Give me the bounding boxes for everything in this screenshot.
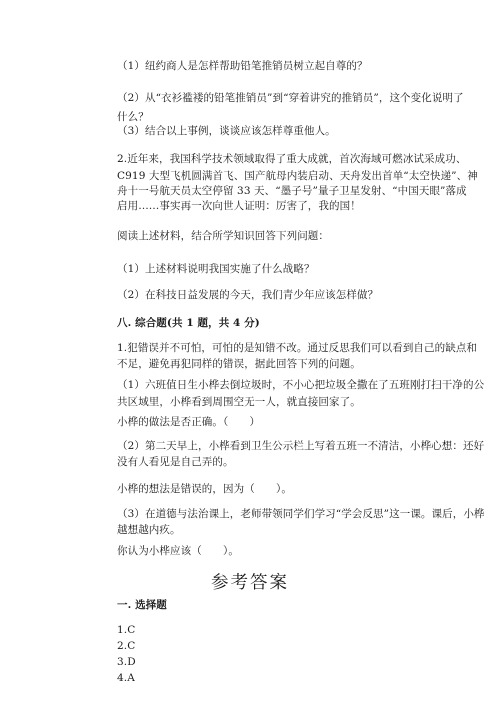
answer-item: 3.D [117,656,136,668]
section-8-part3-line1: （3）在道德与法治课上，老师带领同学们学习“学会反思”这一课。课后，小桦 [117,508,485,520]
answer-item: 4.A [117,672,135,684]
material-2-prompt: 阅读上述材料，结合所学知识回答下列问题： [117,230,329,242]
material-2-line2: C919 大型飞机圆满首飞、国产航母内装启动、天舟发出首单“太空快递”、神 [117,170,478,182]
question-2-1: （1）上述材料说明我国实施了什么战略？ [117,263,315,275]
section-8-part1-line1: （1）六班值日生小桦去倒垃圾时，不小心把垃圾全撒在了五班刚打扫干净的公 [117,379,485,391]
answer-item: 2.C [117,640,136,652]
section-8-intro-line1: 1.犯错误并不可怕，可怕的是知错不改。通过反思我们可以看到自己的缺点和 [117,342,478,354]
section-8-part2-line1: （2）第二天早上，小桦看到卫生公示栏上写着五班一不清洁，小桦心想：还好 [117,440,485,452]
answer-section-title: 一. 选择题 [117,599,167,611]
question-1-3: （3）结合以上事例，谈谈应该怎样尊重他人。 [117,125,336,137]
material-2-line4: 启用……事实再一次向世人证明：厉害了，我的国！ [117,200,361,212]
section-8-title: 八. 综合题(共 1 题，共 4 分) [117,317,260,329]
section-8-part1-line2: 共区域里，小桦看到周围空无一人，就直接回家了。 [117,396,361,408]
section-8-part2-question: 小桦的想法是错误的，因为（ ）。 [117,483,292,495]
question-1-2-line1: （2）从“衣衫褴褛的铅笔推销员”到“穿着讲究的推销员”，这个变化说明了 [117,92,464,104]
section-8-part2-line2: 没有人看见是自己弄的。 [117,456,234,468]
section-8-intro-line2: 不足，避免再犯同样的错误，据此回答下列的问题。 [117,358,361,370]
material-2-line3: 舟十一号航天员太空停留 33 天、“墨子号”量子卫星发射、“中国天眼”落成 [117,185,467,197]
material-2-line1: 2.近年来，我国科学技术领域取得了重大成就，首次海域可燃冰试采成功、 [117,153,467,165]
section-8-part1-question: 小桦的做法是否正确。（ ） [117,416,261,428]
question-1-1: （1）纽约商人是怎样帮助铅笔推销员树立起自尊的？ [117,60,368,72]
answer-key-title: 参考答案 [211,573,289,593]
section-8-part3-line2: 越想越内疚。 [117,524,181,536]
section-8-part3-question: 你认为小桦应该（ ）。 [117,545,239,557]
question-2-2: （2）在科技日益发展的今天，我们青少年应该怎样做？ [117,289,379,301]
question-1-2-line2: 什么？ [117,111,149,123]
answer-item: 1.C [117,624,136,636]
